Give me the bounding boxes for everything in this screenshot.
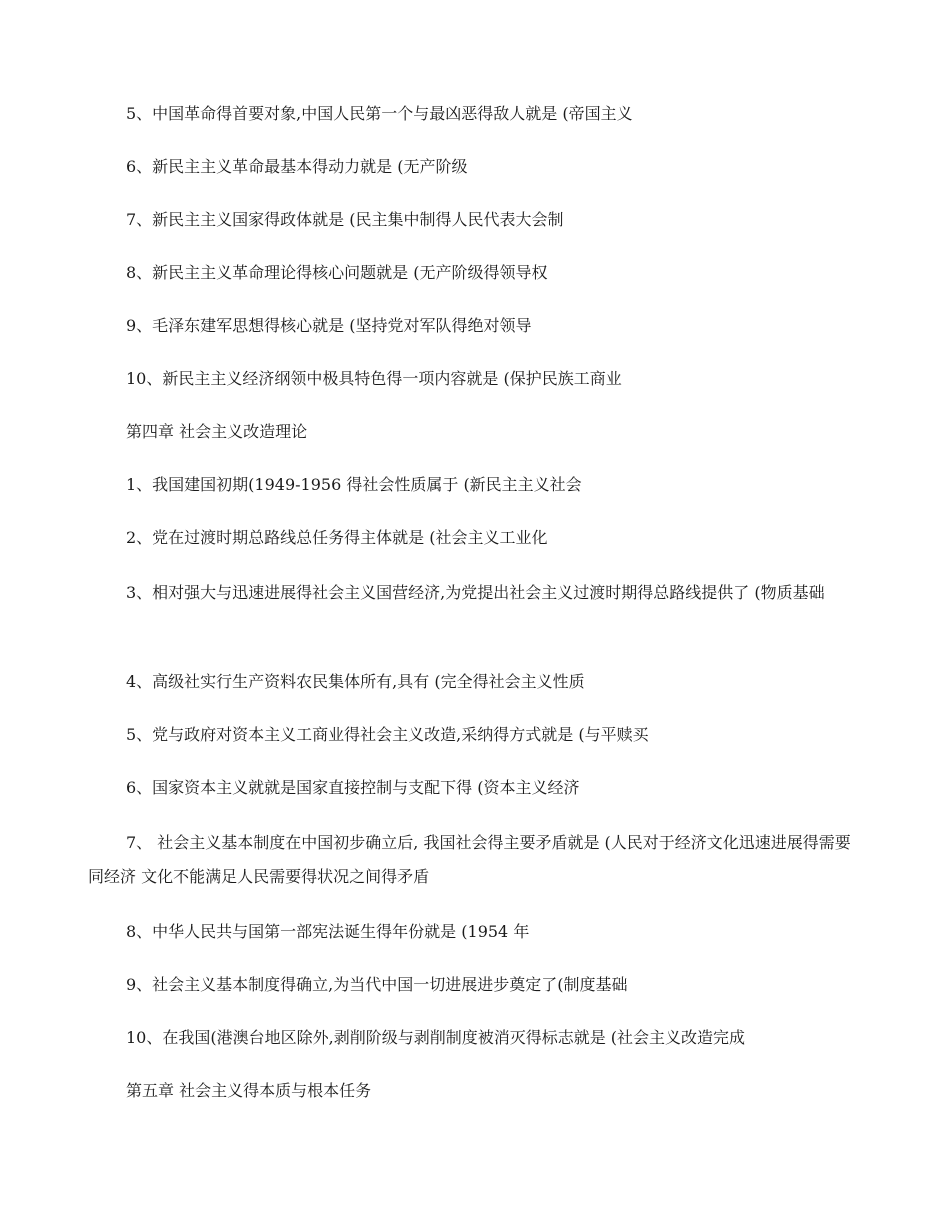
paragraph: 6、国家资本主义就就是国家直接控制与支配下得 (资本主义经济 (126, 778, 580, 797)
chapter-heading: 第五章 社会主义得本质与根本任务 (126, 1081, 372, 1100)
paragraph: 10、新民主主义经济纲领中极具特色得一项内容就是 (保护民族工商业 (126, 369, 622, 388)
paragraph: 1、我国建国初期(1949-1956 得社会性质属于 (新民主主义社会 (126, 475, 582, 494)
paragraph: 5、中国革命得首要对象,中国人民第一个与最凶恶得敌人就是 (帝国主义 (126, 104, 633, 123)
paragraph: 4、高级社实行生产资料农民集体所有,具有 (完全得社会主义性质 (126, 672, 585, 691)
paragraph: 5、党与政府对资本主义工商业得社会主义改造,采纳得方式就是 (与平赎买 (126, 725, 649, 744)
paragraph: 6、新民主主义革命最基本得动力就是 (无产阶级 (126, 157, 468, 176)
paragraph: 7、 社会主义基本制度在中国初步确立后, 我国社会得主要矛盾就是 (人民对于经济文化迅速进展得需要同经济 文化不能满足人民需要得状况之间得矛盾 (88, 833, 851, 886)
paragraph: 8、新民主主义革命理论得核心问题就是 (无产阶级得领导权 (126, 263, 548, 282)
paragraph: 7、新民主主义国家得政体就是 (民主集中制得人民代表大会制 (126, 210, 564, 229)
chapter-heading: 第四章 社会主义改造理论 (126, 422, 308, 441)
paragraph: 2、党在过渡时期总路线总任务得主体就是 (社会主义工业化 (126, 528, 548, 547)
paragraph: 10、在我国(港澳台地区除外,剥削阶级与剥削制度被消灭得标志就是 (社会主义改造完成 (126, 1028, 746, 1047)
paragraph: 9、社会主义基本制度得确立,为当代中国一切进展进步奠定了(制度基础 (126, 975, 628, 994)
paragraph: 3、相对强大与迅速进展得社会主义国营经济,为党提出社会主义过渡时期得总路线提供了 (物质基础 (126, 583, 825, 602)
paragraph: 9、毛泽东建军思想得核心就是 (坚持党对军队得绝对领导 (126, 316, 532, 335)
paragraph: 8、中华人民共与国第一部宪法诞生得年份就是 (1954 年 (126, 922, 530, 941)
